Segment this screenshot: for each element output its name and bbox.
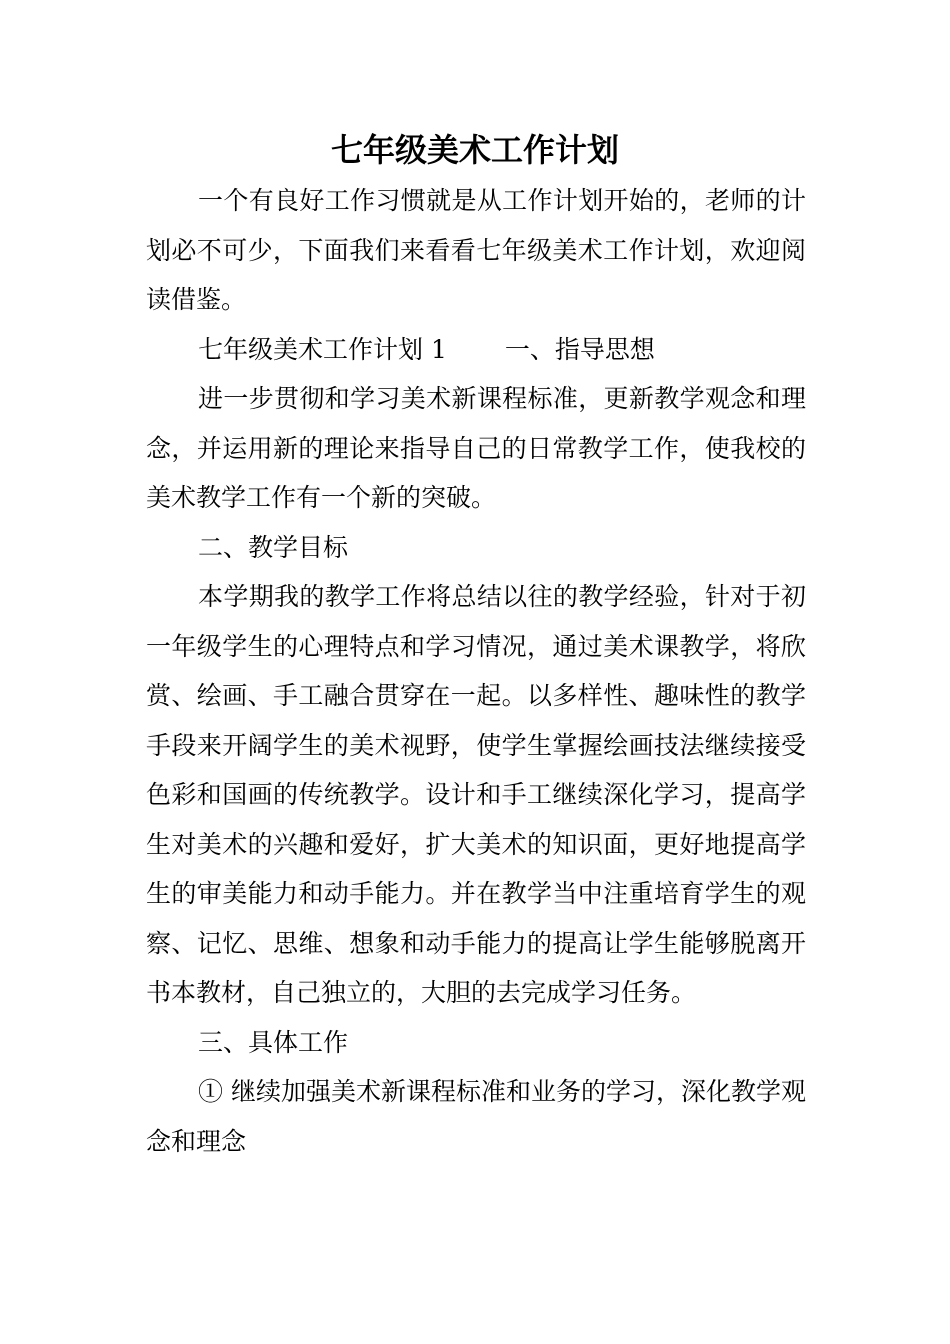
section1-heading: 一、指导思想 — [504, 334, 655, 364]
intro-paragraph: 一个有良好工作习惯就是从工作计划开始的，老师的计划必不可少，下面我们来看看七年级美术工作计划，欢迎阅读借鉴。 — [146, 186, 806, 314]
section1-paragraph: 进一步贯彻和学习美术新课程标准，更新教学观念和理念，并运用新的理论来指导自己的日常教学工作，使我校的美术教学工作有一个新的突破。 — [146, 384, 806, 512]
plan-heading-line — [146, 325, 806, 375]
section3-item-1: ① 继续加强美术新课程标准和业务的学习，深化教学观念和理念 — [146, 1077, 806, 1156]
section2-heading: 二、教学目标 — [198, 532, 349, 562]
section3-heading: 三、具体工作 — [198, 1027, 349, 1057]
plan-label: 七年级美术工作计划 1 — [198, 334, 447, 364]
document-body — [146, 176, 806, 1166]
section2-paragraph: 本学期我的教学工作将总结以往的教学经验，针对于初一年级学生的心理特点和学习情况，通过美术课教学，将欣赏、绘画、手工融合贯穿在一起。以多样性、趣味性的教学手段来开阔学生的美术视野，使学生掌握绘画技法继续接受色彩和国画的传统教学。设计和手工继续深化学习，提高学生对美术的兴趣和爱好，扩大美术的知识面，更好地提高学生的审美能力和动手能力。并在教学当中注重培育学生的观察、记忆、思维、想象和动手能力的提高让学生能够脱离开书本教材，自己独立的，大胆的去完成学习任务。 — [146, 582, 806, 1007]
document-title: 七年级美术工作计划 — [330, 131, 619, 169]
